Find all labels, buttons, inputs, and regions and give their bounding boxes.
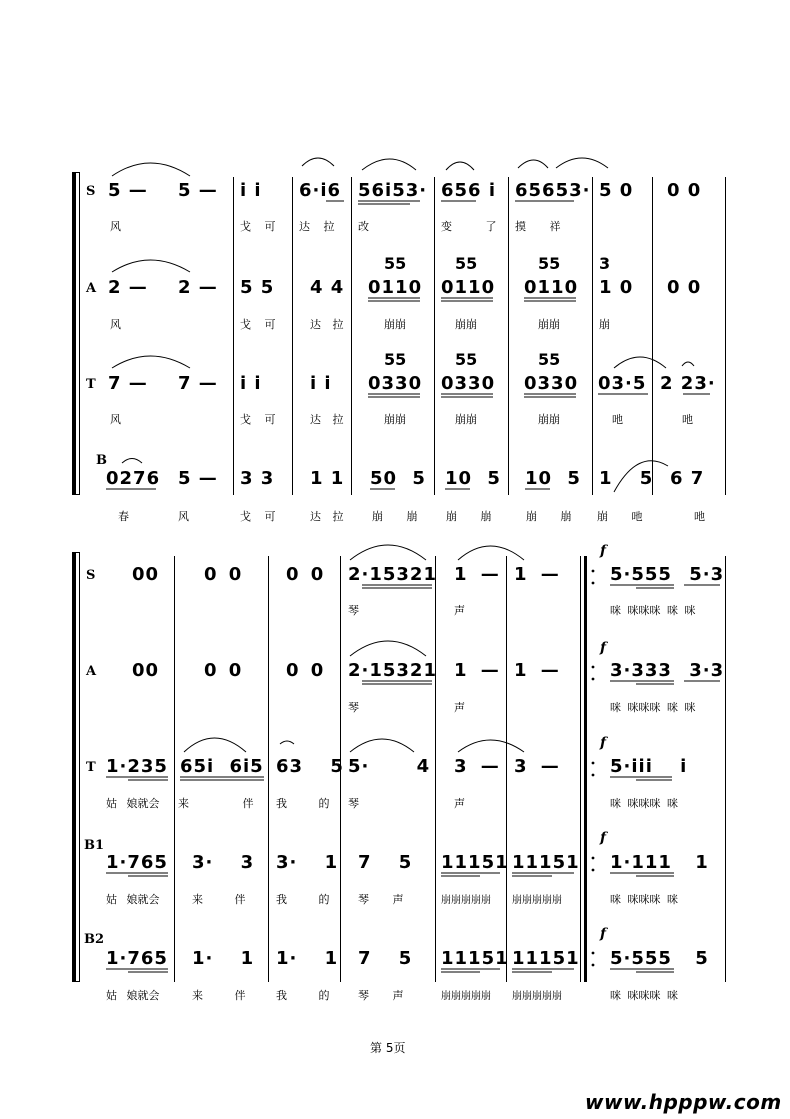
measure-notes: 10 5 (525, 468, 581, 489)
lyric: 达 拉 (310, 510, 344, 523)
measure-notes: 0 0 (204, 660, 243, 681)
slur (350, 641, 426, 656)
lyric: 崩崩 (384, 318, 406, 331)
watermark: www.hpppw.com (585, 1090, 782, 1114)
part-label: B (96, 453, 107, 468)
lyric: 崩崩崩崩崩 (512, 895, 562, 906)
upper-notes: 55 (455, 350, 478, 369)
measure-notes: 0 0 (667, 180, 702, 201)
lyric: 吔 (682, 413, 693, 426)
measure-notes: 5 5 (240, 277, 275, 298)
lyric: 风 (110, 413, 121, 426)
lyric: 琴 (348, 701, 359, 714)
dynamic-mark: f (600, 926, 607, 942)
measure-notes: 5 — (108, 180, 148, 201)
lyric: 琴 (348, 797, 359, 810)
measure-notes: 656 i (441, 180, 497, 201)
slur (458, 546, 524, 560)
lyric: 姑 娘就会 (106, 989, 160, 1002)
measure-notes: 11151 (441, 948, 509, 969)
upper-notes: 55 (384, 254, 407, 273)
slur (184, 738, 246, 752)
measure-notes: 56i53· (358, 180, 428, 201)
measure-notes: 3· 3 (192, 852, 255, 873)
measure-notes: 3 3 (240, 468, 275, 489)
measure-notes: 7 5 (358, 852, 413, 873)
measure-notes: 3· 1 (276, 852, 339, 873)
lyric: 来 伴 (178, 797, 254, 810)
measure-notes: 0 0 (286, 660, 325, 681)
lyric: 戈 可 (240, 220, 276, 233)
measure-notes: 3·333 3·3 (610, 660, 725, 681)
lyric: 声 (454, 604, 465, 617)
measure-notes: 2·15321 (348, 564, 437, 585)
lyric: 达 拉 (310, 413, 344, 426)
measure-notes: 5·555 5·3 (610, 564, 725, 585)
measure-notes: 2 23· (660, 373, 716, 394)
part-label: A (86, 281, 97, 296)
lyric: 吔 (694, 510, 705, 523)
lyric: 姑 娘就会 (106, 797, 160, 810)
upper-notes: 55 (455, 254, 478, 273)
lyric: 崩崩 (538, 413, 560, 426)
lyric: 吔 (612, 413, 623, 426)
lyric: 琴 声 (358, 893, 404, 906)
dynamic-mark: f (600, 735, 607, 751)
measure-notes: 03·5 (598, 373, 647, 394)
lyric: 咪 咪咪咪 咪 (610, 797, 678, 810)
lyric: 咪 咪咪咪 咪 咪 (610, 604, 696, 617)
measure-notes: 10 5 (445, 468, 501, 489)
measure-notes: 1 — (514, 660, 560, 681)
measure-notes: 5·555 5 (610, 948, 709, 969)
slur (280, 741, 294, 744)
lyric: 风 (110, 220, 121, 233)
measure-notes: 1 — (454, 564, 500, 585)
lyric: 达 拉 (310, 318, 344, 331)
measure-notes: 0276 (106, 468, 161, 489)
part-label: T (86, 377, 96, 392)
measure-notes: 6 7 (670, 468, 705, 489)
measure-notes: 5 0 (599, 180, 634, 201)
upper-notes: 3 (599, 254, 611, 273)
lyric: 崩 崩 (446, 510, 492, 523)
measure-notes: 4 4 (310, 277, 345, 298)
lyric: 崩 吔 (597, 510, 643, 523)
dynamic-mark: f (600, 830, 607, 846)
lyric: 春 (118, 510, 129, 523)
measure-notes: 0 0 (667, 277, 702, 298)
lyric: 风 (110, 318, 121, 331)
lyric: 来 伴 (192, 893, 246, 906)
part-label: A (86, 664, 97, 679)
measure-notes: i i (310, 373, 332, 394)
lyric: 崩崩 (538, 318, 560, 331)
lyric: 咪 咪咪咪 咪 咪 (610, 701, 696, 714)
lyric: 改 (358, 220, 369, 233)
lyric: 崩 崩 (372, 510, 418, 523)
lyric: 崩 (599, 318, 610, 331)
measure-notes: 1·765 (106, 852, 168, 873)
measure-notes: 1·765 (106, 948, 168, 969)
part-label: T (86, 760, 96, 775)
measure-notes: 0110 (524, 277, 579, 298)
measure-notes: 0110 (368, 277, 423, 298)
part-label: S (86, 184, 96, 199)
measure-notes: 5·iii i (610, 756, 688, 777)
measure-notes: 3 — (514, 756, 560, 777)
slur (350, 545, 426, 560)
lyric: 达 拉 (299, 220, 335, 233)
upper-notes: 55 (538, 350, 561, 369)
measure-notes: 1 1 (310, 468, 345, 489)
lyric: 崩崩崩崩崩 (441, 991, 491, 1002)
lyric: 声 (454, 797, 465, 810)
measure-notes: 1 — (514, 564, 560, 585)
lyric: 姑 娘就会 (106, 893, 160, 906)
lyric: 声 (454, 701, 465, 714)
page-number: 第 5页 (370, 1041, 406, 1055)
lyric: 我 的 (276, 797, 330, 810)
measure-notes: 11151 (512, 948, 580, 969)
measure-notes: i i (240, 373, 262, 394)
measure-notes: 65i 6i5 (180, 756, 264, 777)
measure-notes: 7 — (178, 373, 218, 394)
lyric: 崩崩 (455, 318, 477, 331)
measure-notes: 50 5 (370, 468, 426, 489)
lyric: 戈 可 (240, 510, 276, 523)
measure-notes: 5· 4 (348, 756, 431, 777)
lyric: 咪 咪咪咪 咪 (610, 989, 678, 1002)
lyric: 崩崩 (384, 413, 406, 426)
part-label: S (86, 568, 96, 583)
measure-notes: 0110 (441, 277, 496, 298)
measure-notes: 0330 (441, 373, 496, 394)
lyric: 琴 (348, 604, 359, 617)
measure-notes: 1· 1 (192, 948, 255, 969)
measure-notes: 00 (132, 660, 160, 681)
measure-notes: 5 — (178, 468, 218, 489)
measure-notes: 00 (132, 564, 160, 585)
lyric: 摸 祥 (515, 220, 561, 233)
measure-notes: 11151 (512, 852, 580, 873)
lyric: 戈 可 (240, 413, 276, 426)
lyric: 咪 咪咪咪 咪 (610, 893, 678, 906)
upper-notes: 55 (538, 254, 561, 273)
slur (350, 739, 414, 752)
measure-notes: 1 0 (599, 277, 634, 298)
measure-notes: 3 — (454, 756, 500, 777)
lyric: 崩 崩 (526, 510, 572, 523)
measure-notes: 1· 1 (276, 948, 339, 969)
measure-notes: 2·15321 (348, 660, 437, 681)
lyric: 我 的 (276, 893, 330, 906)
dynamic-mark: f (600, 640, 607, 656)
measure-notes: 65653· (515, 180, 591, 201)
part-label: B1 (84, 838, 105, 853)
measure-notes: 1 5 (599, 468, 654, 489)
measure-notes: 11151 (441, 852, 509, 873)
lyric: 崩崩 (455, 413, 477, 426)
measure-notes: 1·111 1 (610, 852, 709, 873)
lyric: 我 的 (276, 989, 330, 1002)
part-label: B2 (84, 932, 105, 947)
measure-notes: 5 — (178, 180, 218, 201)
slur (458, 740, 524, 752)
measure-notes: 0330 (368, 373, 423, 394)
measure-notes: 1·235 (106, 756, 168, 777)
lyric: 崩崩崩崩崩 (512, 991, 562, 1002)
dynamic-mark: f (600, 543, 607, 559)
measure-notes: 7 — (108, 373, 148, 394)
lyric: 崩崩崩崩崩 (441, 895, 491, 906)
lyric: 来 伴 (192, 989, 246, 1002)
lyric: 琴 声 (358, 989, 404, 1002)
measure-notes: 2 — (108, 277, 148, 298)
measure-notes: 2 — (178, 277, 218, 298)
lyric: 变 了 (441, 220, 497, 233)
measure-notes: 1 — (454, 660, 500, 681)
measure-notes: 7 5 (358, 948, 413, 969)
lyric: 戈 可 (240, 318, 276, 331)
lyric: 风 (178, 510, 189, 523)
measure-notes: 0 0 (286, 564, 325, 585)
measure-notes: 6·i6 (299, 180, 342, 201)
measure-notes: 0330 (524, 373, 579, 394)
measure-notes: 63 5 (276, 756, 344, 777)
upper-notes: 55 (384, 350, 407, 369)
measure-notes: i i (240, 180, 262, 201)
measure-notes: 0 0 (204, 564, 243, 585)
